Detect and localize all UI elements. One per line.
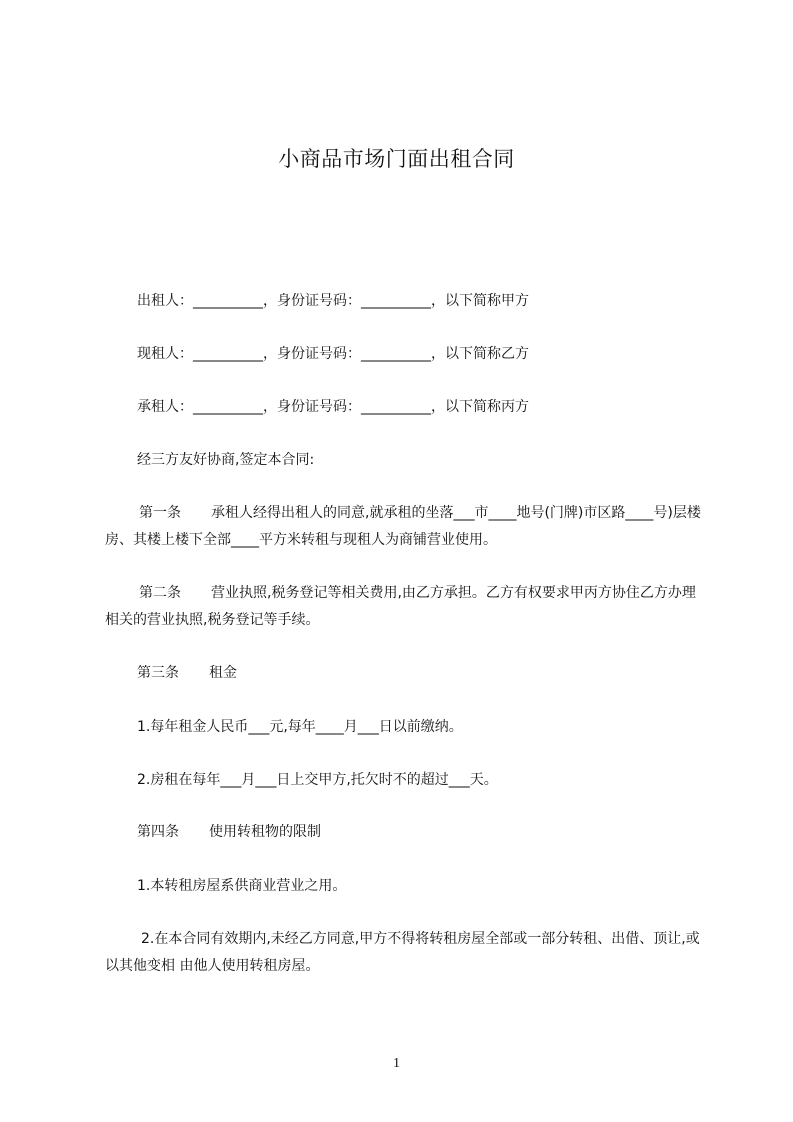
party-current-tenant-line: 现租人：__________，身份证号码：__________，以下简称乙方 bbox=[137, 346, 529, 362]
article-3-subject: 租金 bbox=[209, 665, 237, 681]
article-3-heading: 第三条 bbox=[137, 665, 179, 681]
party-lessee-line: 承租人：__________，身份证号码：__________，以下简称丙方 bbox=[137, 399, 529, 415]
article-2-text: 营业执照,税务登记等相关费用,由乙方承担。乙方有权要求甲丙方协住乙方办理相关的营业执照,税务登记等手续。 bbox=[105, 585, 696, 628]
article-4-item-2 bbox=[105, 926, 705, 980]
page-number: 1 bbox=[393, 1056, 400, 1071]
article-1-text: 承租人经得出租人的同意,就承租的坐落___市____地号(门牌)市区路____号)层楼房、其楼上楼下全部____平方米转租与现租人为商铺营业使用。 bbox=[105, 505, 701, 548]
article-3-item-1: 1.每年租金人民币___元,每年____月___日以前缴纳。 bbox=[137, 719, 463, 735]
document-title: 小商品市场门面出租合同 bbox=[278, 147, 515, 171]
article-4-heading-line bbox=[137, 822, 321, 842]
article-4-item-1: 1.本转租房屋系供商业营业之用。 bbox=[137, 878, 347, 894]
article-1 bbox=[105, 500, 705, 554]
article-4-subject: 使用转租物的限制 bbox=[209, 824, 321, 840]
article-1-heading: 第一条 bbox=[139, 505, 181, 521]
article-4-item-2-text: 2.在本合同有效期内,未经乙方同意,甲方不得将转租房屋全部或一部分转租、出借、顶让,或以其他变相 由他人使用转租房屋。 bbox=[105, 931, 700, 974]
article-4-heading: 第四条 bbox=[137, 824, 179, 840]
article-2 bbox=[105, 580, 705, 634]
article-2-heading: 第二条 bbox=[139, 585, 181, 601]
article-3-heading-line bbox=[137, 663, 237, 683]
intro-text: 经三方友好协商,签定本合同: bbox=[137, 452, 315, 468]
party-lessor-line: 出租人：__________，身份证号码：__________，以下简称甲方 bbox=[137, 293, 529, 309]
article-3-item-2: 2.房租在每年___月___日上交甲方,托欠时不的超过___天。 bbox=[137, 772, 498, 788]
